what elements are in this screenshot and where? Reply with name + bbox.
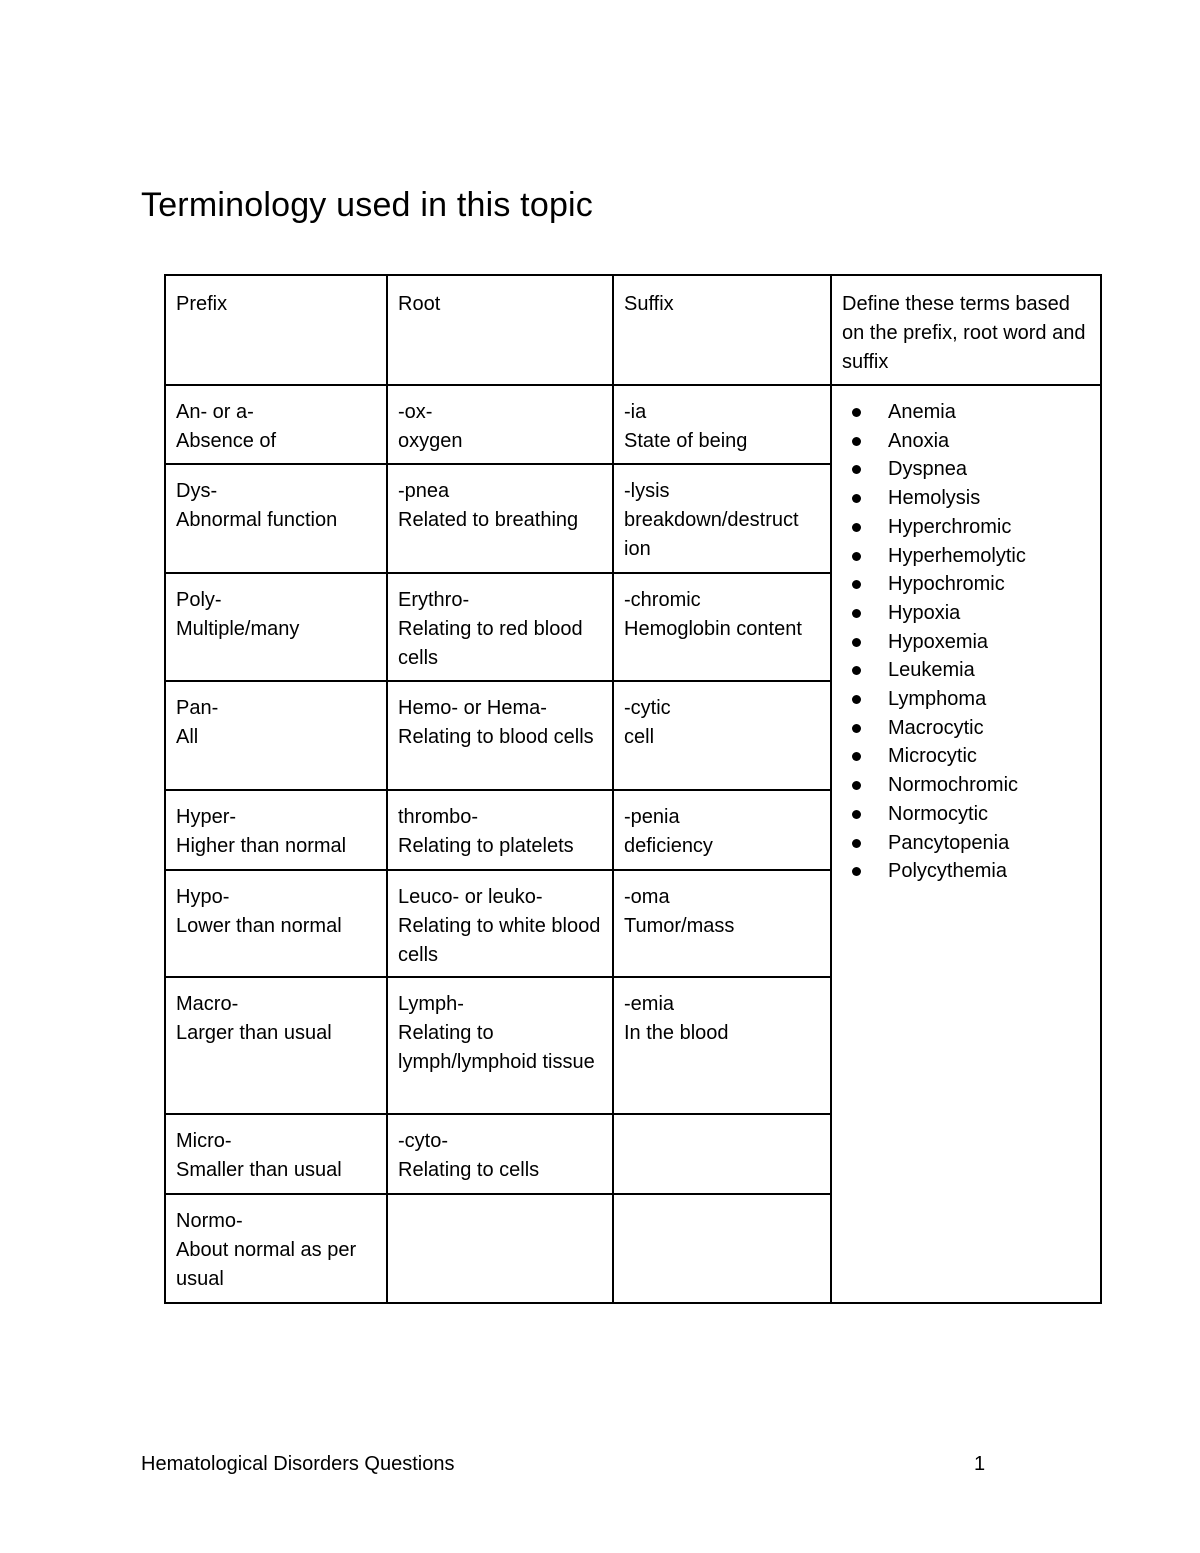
prefix-term: Macro- [176, 993, 239, 1015]
root-meaning: Relating to platelets [398, 835, 574, 857]
suffix-term: -oma [624, 886, 670, 908]
bullet-icon [852, 580, 861, 589]
prefix-cell [165, 790, 387, 870]
list-item: Hyperchromic [888, 513, 1092, 542]
prefix-meaning: Smaller than usual [176, 1159, 342, 1181]
prefix-cell [165, 1194, 387, 1303]
root-term: Erythro- [398, 589, 470, 611]
root-term: Hemo- or Hema- [398, 697, 547, 719]
suffix-meaning: Tumor/mass [624, 915, 735, 937]
root-term: thrombo- [398, 806, 479, 828]
prefix-term: Micro- [176, 1130, 232, 1152]
header-root: Root [387, 275, 613, 385]
root-cell [387, 681, 613, 790]
prefix-term: Pan- [176, 697, 219, 719]
suffix-meaning: Hemoglobin content [624, 618, 802, 640]
bullet-icon [852, 609, 861, 618]
root-cell [387, 1114, 613, 1194]
bullet-icon [852, 752, 861, 761]
root-cell [387, 385, 613, 464]
root-cell [387, 573, 613, 681]
suffix-term: -chromic [624, 589, 701, 611]
root-term: Leuco- or leuko- [398, 886, 543, 908]
suffix-cell [613, 870, 831, 977]
bullet-icon [852, 810, 861, 819]
root-cell [387, 1194, 613, 1303]
prefix-cell [165, 977, 387, 1114]
root-term: -ox- [398, 401, 433, 423]
prefix-term: Hypo- [176, 886, 230, 908]
bullet-icon [852, 724, 861, 733]
prefix-cell [165, 385, 387, 464]
suffix-term: -ia [624, 401, 647, 423]
bullet-icon [852, 867, 861, 876]
terms-list [842, 398, 1092, 886]
suffix-cell [613, 464, 831, 573]
suffix-cell [613, 977, 831, 1114]
prefix-meaning: Abnormal function [176, 509, 338, 531]
suffix-term: -penia [624, 806, 680, 828]
bullet-icon [852, 839, 861, 848]
prefix-meaning: Multiple/many [176, 618, 300, 640]
prefix-term: An- or a- [176, 401, 254, 423]
root-meaning: Relating to blood cells [398, 726, 594, 748]
bullet-icon [852, 465, 861, 474]
page-title: Terminology used in this topic [141, 186, 594, 224]
list-item: Hypoxia [888, 599, 1092, 628]
root-meaning: Relating to cells [398, 1159, 540, 1181]
bullet-icon [852, 666, 861, 675]
prefix-term: Dys- [176, 480, 218, 502]
prefix-meaning: Higher than normal [176, 835, 347, 857]
list-item: Leukemia [888, 656, 1092, 685]
root-term: -cyto- [398, 1130, 448, 1152]
page-number: 1 [974, 1453, 986, 1475]
bullet-icon [852, 781, 861, 790]
suffix-term: -emia [624, 993, 675, 1015]
bullet-icon [852, 437, 861, 446]
list-item: Anemia [888, 398, 1092, 427]
suffix-meaning: breakdown/destruct ion [624, 509, 799, 560]
root-cell [387, 870, 613, 977]
list-item: Anoxia [888, 427, 1092, 456]
prefix-meaning: Absence of [176, 430, 277, 452]
root-meaning: oxygen [398, 430, 463, 452]
list-item: Hemolysis [888, 484, 1092, 513]
prefix-meaning: Larger than usual [176, 1022, 332, 1044]
root-meaning: Relating to lymph/lymphoid tissue [398, 1022, 595, 1073]
terms-cell [831, 385, 1101, 1303]
prefix-meaning: All [176, 726, 199, 748]
prefix-term: Normo- [176, 1210, 243, 1232]
suffix-cell [613, 1194, 831, 1303]
list-item: Macrocytic [888, 714, 1092, 743]
suffix-cell [613, 385, 831, 464]
root-meaning: Related to breathing [398, 509, 579, 531]
list-item: Normochromic [888, 771, 1092, 800]
bullet-icon [852, 523, 861, 532]
suffix-cell [613, 1114, 831, 1194]
prefix-meaning: Lower than normal [176, 915, 342, 937]
table-row [165, 385, 1101, 464]
suffix-cell [613, 573, 831, 681]
prefix-cell [165, 870, 387, 977]
prefix-cell [165, 573, 387, 681]
suffix-meaning: deficiency [624, 835, 713, 857]
list-item: Hypoxemia [888, 628, 1092, 657]
suffix-cell [613, 681, 831, 790]
suffix-term: -lysis [624, 480, 670, 502]
bullet-icon [852, 494, 861, 503]
suffix-meaning: cell [624, 726, 655, 748]
bullet-icon [852, 695, 861, 704]
list-item: Microcytic [888, 742, 1092, 771]
prefix-cell [165, 464, 387, 573]
prefix-meaning: About normal as per usual [176, 1239, 357, 1290]
root-meaning: Relating to white blood cells [398, 915, 601, 966]
prefix-term: Poly- [176, 589, 222, 611]
terminology-table [164, 274, 1102, 1304]
prefix-cell [165, 1114, 387, 1194]
bullet-icon [852, 638, 861, 647]
root-term: -pnea [398, 480, 450, 502]
header-define: Define these terms based on the prefix, root word and suffix [831, 275, 1101, 385]
list-item: Hypochromic [888, 570, 1092, 599]
bullet-icon [852, 552, 861, 561]
root-cell [387, 790, 613, 870]
footer-title: Hematological Disorders Questions [141, 1453, 455, 1475]
header-suffix: Suffix [613, 275, 831, 385]
list-item: Dyspnea [888, 455, 1092, 484]
prefix-term: Hyper- [176, 806, 237, 828]
root-cell [387, 464, 613, 573]
suffix-meaning: In the blood [624, 1022, 729, 1044]
prefix-cell [165, 681, 387, 790]
suffix-cell [613, 790, 831, 870]
table-header-row [165, 275, 1101, 385]
list-item: Pancytopenia [888, 829, 1092, 858]
list-item: Lymphoma [888, 685, 1092, 714]
suffix-meaning: State of being [624, 430, 748, 452]
suffix-term: -cytic [624, 697, 671, 719]
root-meaning: Relating to red blood cells [398, 618, 583, 669]
list-item: Polycythemia [888, 857, 1092, 886]
list-item: Normocytic [888, 800, 1092, 829]
header-prefix: Prefix [165, 275, 387, 385]
root-cell [387, 977, 613, 1114]
root-term: Lymph- [398, 993, 464, 1015]
bullet-icon [852, 408, 861, 417]
list-item: Hyperhemolytic [888, 542, 1092, 571]
